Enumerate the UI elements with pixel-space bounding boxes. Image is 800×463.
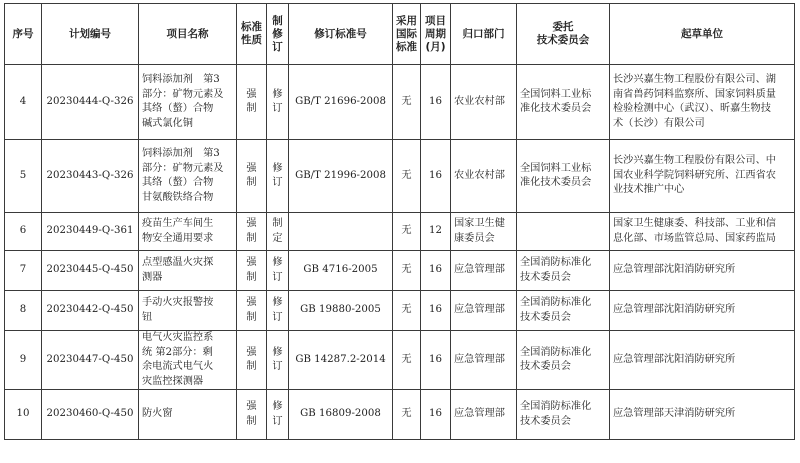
cell-revision-type: 修 订 bbox=[267, 331, 289, 390]
cell-adopt-international: 无 bbox=[393, 213, 421, 251]
table-row bbox=[5, 213, 795, 251]
cell-seq: 10 bbox=[5, 390, 42, 440]
cell-revision-type: 修 订 bbox=[267, 390, 289, 440]
cell-department: 应急管理部 bbox=[451, 291, 517, 331]
standards-plan-table bbox=[4, 3, 795, 440]
cell-seq: 4 bbox=[5, 65, 42, 140]
cell-revision-type: 修 订 bbox=[267, 140, 289, 213]
cell-project-period: 16 bbox=[421, 140, 451, 213]
cell-standard-nature: 强 制 bbox=[237, 331, 267, 390]
cell-standard-nature: 强 制 bbox=[237, 390, 267, 440]
cell-plan-number: 20230449-Q-361 bbox=[42, 213, 139, 251]
header-adopt-international: 采用 国际 标准 bbox=[393, 4, 421, 65]
cell-drafting-units: 应急管理部天津消防研究所 bbox=[610, 390, 795, 440]
table-header-row bbox=[5, 4, 795, 65]
cell-seq: 5 bbox=[5, 140, 42, 213]
cell-revision-type: 修 订 bbox=[267, 291, 289, 331]
cell-drafting-units: 应急管理部沈阳消防研究所 bbox=[610, 251, 795, 291]
cell-adopt-international: 无 bbox=[393, 390, 421, 440]
cell-adopt-international: 无 bbox=[393, 251, 421, 291]
header-revised-standard-number: 修订标准号 bbox=[289, 4, 393, 65]
cell-plan-number: 20230445-Q-450 bbox=[42, 251, 139, 291]
cell-project-period: 16 bbox=[421, 65, 451, 140]
table-row bbox=[5, 251, 795, 291]
cell-project-period: 16 bbox=[421, 291, 451, 331]
table-row bbox=[5, 291, 795, 331]
cell-project-name: 点型感温火灾探 测器 bbox=[139, 251, 237, 291]
table-row bbox=[5, 331, 795, 390]
header-standard-nature: 标准 性质 bbox=[237, 4, 267, 65]
cell-committee: 全国消防标准化 技术委员会 bbox=[517, 390, 610, 440]
cell-project-period: 16 bbox=[421, 251, 451, 291]
cell-committee: 全国饲料工业标 准化技术委员会 bbox=[517, 140, 610, 213]
cell-project-name: 饲料添加剂 第3 部分：矿物元素及 其络（螯）合物 碱式氯化铜 bbox=[139, 65, 237, 140]
header-plan-number: 计划编号 bbox=[42, 4, 139, 65]
cell-drafting-units: 应急管理部沈阳消防研究所 bbox=[610, 331, 795, 390]
cell-revised-standard-number: GB 4716-2005 bbox=[289, 251, 393, 291]
header-committee: 委托 技术委员会 bbox=[517, 4, 610, 65]
cell-revised-standard-number: GB/T 21996-2008 bbox=[289, 140, 393, 213]
cell-revision-type: 制 定 bbox=[267, 213, 289, 251]
cell-plan-number: 20230444-Q-326 bbox=[42, 65, 139, 140]
cell-standard-nature: 强 制 bbox=[237, 251, 267, 291]
cell-department: 农业农村部 bbox=[451, 140, 517, 213]
header-department: 归口部门 bbox=[451, 4, 517, 65]
cell-project-name: 饲料添加剂 第3 部分：矿物元素及 其络（螯）合物 甘氨酸铁络合物 bbox=[139, 140, 237, 213]
cell-committee: 全国消防标准化 技术委员会 bbox=[517, 331, 610, 390]
cell-revised-standard-number: GB 14287.2-2014 bbox=[289, 331, 393, 390]
cell-adopt-international: 无 bbox=[393, 331, 421, 390]
cell-revision-type: 修 订 bbox=[267, 65, 289, 140]
cell-adopt-international: 无 bbox=[393, 291, 421, 331]
cell-standard-nature: 强 制 bbox=[237, 65, 267, 140]
cell-seq: 9 bbox=[5, 331, 42, 390]
cell-department: 应急管理部 bbox=[451, 331, 517, 390]
cell-revised-standard-number bbox=[289, 213, 393, 251]
header-seq: 序号 bbox=[5, 4, 42, 65]
cell-drafting-units: 国家卫生健康委、科技部、工业和信 息化部、市场监管总局、国家药监局 bbox=[610, 213, 795, 251]
table-row bbox=[5, 65, 795, 140]
cell-project-period: 12 bbox=[421, 213, 451, 251]
cell-plan-number: 20230442-Q-450 bbox=[42, 291, 139, 331]
cell-committee: 全国消防标准化 技术委员会 bbox=[517, 291, 610, 331]
cell-standard-nature: 强 制 bbox=[237, 291, 267, 331]
cell-drafting-units: 应急管理部沈阳消防研究所 bbox=[610, 291, 795, 331]
cell-department: 应急管理部 bbox=[451, 251, 517, 291]
cell-plan-number: 20230447-Q-450 bbox=[42, 331, 139, 390]
cell-adopt-international: 无 bbox=[393, 65, 421, 140]
cell-standard-nature: 强 制 bbox=[237, 213, 267, 251]
cell-drafting-units: 长沙兴嘉生物工程股份有限公司、湖 南省兽药饲料监察所、国家饲料质量 检验检测中心（武汉）、昕嘉生物技 术（长沙）有限公司 bbox=[610, 65, 795, 140]
cell-seq: 7 bbox=[5, 251, 42, 291]
table-row bbox=[5, 140, 795, 213]
header-drafting-units: 起草单位 bbox=[610, 4, 795, 65]
cell-project-name: 电气火灾监控系 统 第2部分：剩 余电流式电气火 灾监控探测器 bbox=[139, 331, 237, 390]
cell-project-name: 防火窗 bbox=[139, 390, 237, 440]
cell-project-name: 手动火灾报警按 钮 bbox=[139, 291, 237, 331]
cell-adopt-international: 无 bbox=[393, 140, 421, 213]
cell-drafting-units: 长沙兴嘉生物工程股份有限公司、中 国农业科学院饲料研究所、江西省农 业技术推广中心 bbox=[610, 140, 795, 213]
cell-revision-type: 修 订 bbox=[267, 251, 289, 291]
cell-committee: 全国消防标准化 技术委员会 bbox=[517, 251, 610, 291]
cell-plan-number: 20230460-Q-450 bbox=[42, 390, 139, 440]
cell-committee bbox=[517, 213, 610, 251]
cell-committee: 全国饲料工业标 准化技术委员会 bbox=[517, 65, 610, 140]
cell-project-period: 16 bbox=[421, 331, 451, 390]
cell-revised-standard-number: GB 16809-2008 bbox=[289, 390, 393, 440]
header-revision-type: 制 修 订 bbox=[267, 4, 289, 65]
header-project-period: 项目 周期 (月) bbox=[421, 4, 451, 65]
cell-revised-standard-number: GB 19880-2005 bbox=[289, 291, 393, 331]
cell-seq: 6 bbox=[5, 213, 42, 251]
cell-department: 国家卫生健 康委员会 bbox=[451, 213, 517, 251]
cell-standard-nature: 强 制 bbox=[237, 140, 267, 213]
header-project-name: 项目名称 bbox=[139, 4, 237, 65]
cell-department: 农业农村部 bbox=[451, 65, 517, 140]
cell-project-period: 16 bbox=[421, 390, 451, 440]
cell-seq: 8 bbox=[5, 291, 42, 331]
cell-revised-standard-number: GB/T 21696-2008 bbox=[289, 65, 393, 140]
cell-department: 应急管理部 bbox=[451, 390, 517, 440]
table-row bbox=[5, 390, 795, 440]
cell-project-name: 疫苗生产车间生 物安全通用要求 bbox=[139, 213, 237, 251]
cell-plan-number: 20230443-Q-326 bbox=[42, 140, 139, 213]
